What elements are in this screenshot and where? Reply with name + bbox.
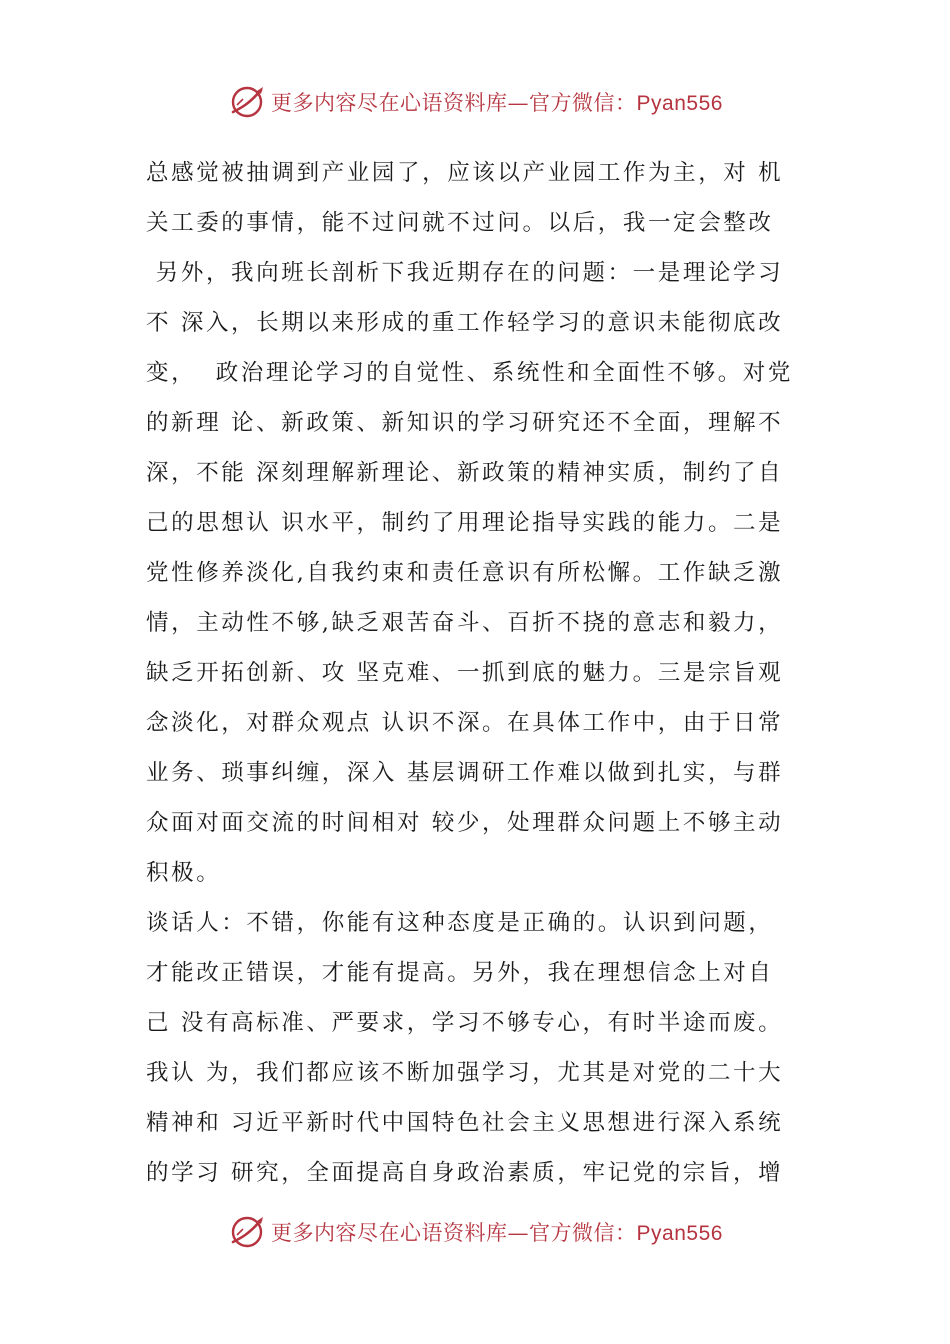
footer-wechat-handle: Pyan556 — [636, 1222, 723, 1245]
body-line: 关工委的事情，能不过问就不过问。以后，我一定会整改 — [146, 210, 774, 236]
body-line: 的新理 论、新政策、新知识的学习研究还不全面，理解不 — [146, 410, 784, 436]
body-line: 党性修养淡化,自我约束和责任意识有所松懈。工作缺乏激 — [146, 560, 784, 586]
body-line: 己 没有高标准、严要求，学习不够专心，有时半途而废。 — [146, 1010, 784, 1036]
header-banner — [0, 80, 950, 124]
body-line: 念淡化，对群众观点 认识不深。在具体工作中，由于日常 — [146, 710, 784, 736]
body-line: 谈话人：不错，你能有这种态度是正确的。认识到问题， — [146, 910, 774, 936]
body-line: 的学习 研究，全面提高自身政治素质，牢记党的宗旨，增 — [146, 1160, 784, 1186]
body-line: 情，主动性不够,缺乏艰苦奋斗、百折不挠的意志和毅力， — [146, 610, 784, 636]
body-line: 业务、琐事纠缠，深入 基层调研工作难以做到扎实，与群 — [146, 760, 784, 786]
body-line: 总感觉被抽调到产业园了，应该以产业园工作为主，对 机 — [146, 160, 784, 186]
body-line: 积极。 — [146, 860, 222, 886]
body-line: 缺乏开拓创新、攻 坚克难、一抓到底的魅力。三是宗旨观 — [146, 660, 784, 686]
footer-banner — [0, 1210, 950, 1254]
body-line: 精神和 习近平新时代中国特色社会主义思想进行深入系统 — [146, 1110, 784, 1136]
body-line: 才能改正错误，才能有提高。另外，我在理想信念上对自 — [146, 960, 774, 986]
body-line: 己的思想认 识水平，制约了用理论指导实践的能力。二是 — [146, 510, 784, 536]
pen-circle-logo-icon — [227, 1212, 267, 1252]
header-banner-text: 更多内容尽在心语资料库—官方微信：Pyan556 — [271, 91, 723, 115]
header-wechat-handle: Pyan556 — [636, 92, 723, 115]
pen-circle-logo-icon — [227, 82, 267, 122]
footer-banner-text: 更多内容尽在心语资料库—官方微信：Pyan556 — [271, 1221, 723, 1245]
body-line: 众面对面交流的时间相对 较少，处理群众问题上不够主动 — [146, 810, 784, 836]
document-body — [146, 148, 826, 1198]
body-line: 变， 政治理论学习的自觉性、系统性和全面性不够。对党 — [146, 360, 794, 386]
body-line: 不 深入，长期以来形成的重工作轻学习的意识未能彻底改 — [146, 310, 784, 336]
body-line: 另外，我向班长剖析下我近期存在的问题：一是理论学习 — [146, 260, 784, 286]
body-line: 深，不能 深刻理解新理论、新政策的精神实质，制约了自 — [146, 460, 784, 486]
body-line: 我认 为，我们都应该不断加强学习，尤其是对党的二十大 — [146, 1060, 784, 1086]
